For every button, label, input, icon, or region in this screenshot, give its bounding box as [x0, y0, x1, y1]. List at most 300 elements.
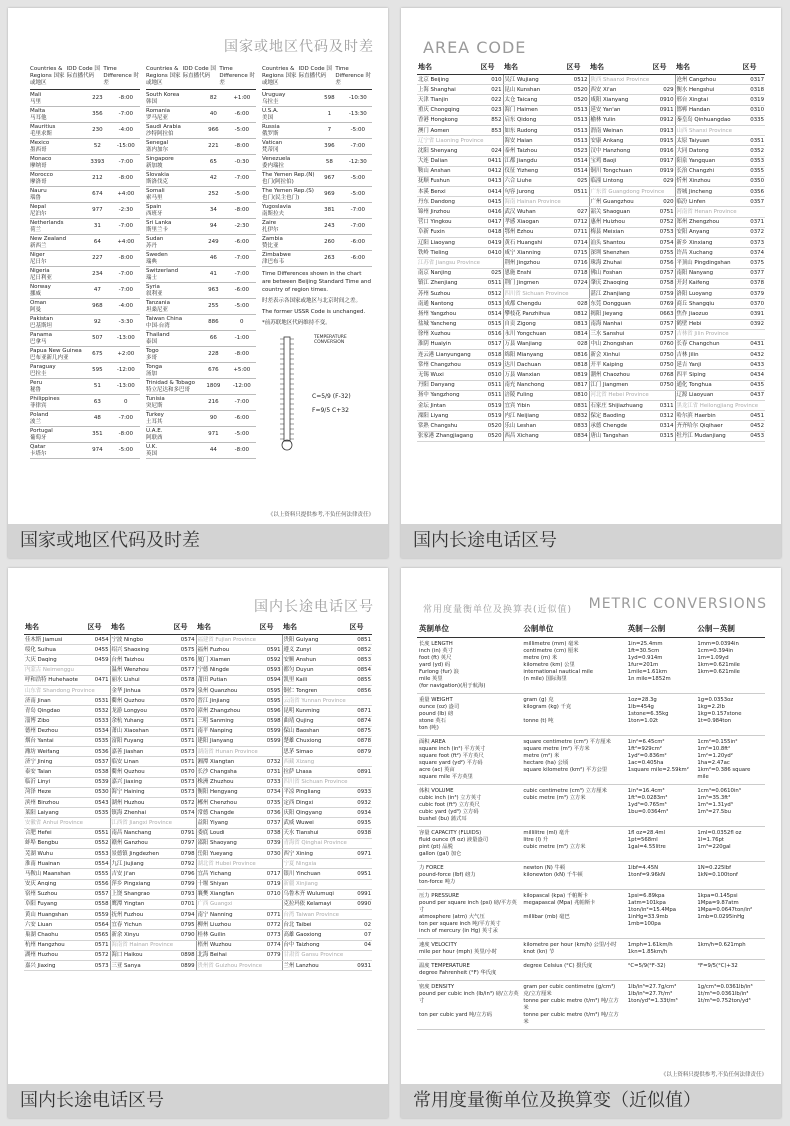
place-name: 余杭 Yuhang: [110, 716, 173, 726]
country-cn: 突尼斯: [146, 402, 163, 409]
country-en: Poland: [30, 412, 49, 418]
header-cell: 地名: [675, 60, 741, 75]
idd-row: [262, 187, 372, 203]
area-code: 0754: [652, 238, 675, 248]
area-code: 0879: [348, 747, 372, 757]
country-en: Portugal: [30, 428, 53, 434]
area-code: 0757: [652, 329, 675, 339]
area-code: 0819: [566, 370, 589, 380]
area-code: 0779: [259, 950, 282, 960]
place-name: 福建省 Fujian Province: [196, 635, 259, 645]
metric-cell: 重量 WEIGHT ounce (oz) 盎司 pound (lb) 磅 stone 英石 ton (吨): [417, 694, 521, 736]
place-name: 自贡 Zigong: [503, 319, 566, 329]
time-difference: -8:00: [118, 175, 133, 182]
place-name: 蚌埠 Bengbu: [24, 838, 87, 848]
table-row: [417, 227, 765, 237]
place-name: 承德 Chengde: [589, 421, 652, 431]
idd-row: [30, 107, 140, 123]
place-name: 太原 Taiyuan: [675, 136, 741, 146]
idd-row: [262, 235, 372, 251]
table-row: [417, 197, 765, 207]
time-difference: -7:00: [234, 271, 249, 278]
area-code: 0539: [87, 777, 110, 787]
area-code: [259, 899, 282, 909]
place-name: 泰安 Taian: [24, 767, 87, 777]
idd-code: 968: [92, 303, 103, 310]
area-code: 0555: [87, 869, 110, 879]
place-name: 四平 Siping: [675, 370, 741, 380]
area-code: 0574: [173, 808, 196, 818]
table-row: [24, 675, 372, 685]
idd-document: [30, 66, 372, 524]
area-code: 0711: [566, 227, 589, 237]
idd-row: [30, 427, 140, 443]
country-en: Senegal: [146, 140, 169, 146]
area-code: 0793: [173, 889, 196, 899]
area-code: 029: [652, 85, 675, 95]
country-name: [262, 156, 315, 169]
area-code: [566, 197, 589, 207]
country-en: Philippines: [30, 396, 60, 402]
country-name: [146, 348, 199, 361]
idd-code: 255: [208, 303, 219, 310]
area-code: 0370: [741, 299, 765, 309]
idd-row: [30, 155, 140, 171]
area-code: 0520: [566, 85, 589, 95]
country-name: [146, 412, 199, 425]
country-cn: 新西兰: [30, 242, 47, 249]
idd-code: 228: [208, 351, 219, 358]
place-name: 四川省 Sichuan Province: [282, 777, 348, 787]
country-en: Thailand: [146, 332, 170, 338]
area-code: 0663: [652, 309, 675, 319]
idd-row: [146, 315, 256, 331]
place-name: 台中 Taizhong: [282, 940, 348, 950]
country-cn: 巴拿马: [30, 338, 47, 345]
metric-cell: millimetre (mm) 毫米 centimetre (cm) 厘米 metre (m) 米 kilometre (km) 公里 international nautical mile (n mile) 国际海里: [521, 638, 625, 694]
header-cell: 公制单位: [521, 620, 625, 638]
area-code: 0934: [348, 808, 372, 818]
idd-row: [30, 187, 140, 203]
metric-cell: degree Celsius (°C) 摄氏度: [521, 960, 625, 981]
idd-code: 675: [92, 351, 103, 358]
country-en: Sudan: [146, 236, 164, 242]
idd-code: 971: [208, 431, 219, 438]
country-cn: 叙利亚: [146, 290, 163, 297]
time-difference: -6:00: [350, 239, 365, 246]
country-name: [262, 252, 315, 265]
place-name: 成都 Chengdu: [503, 299, 566, 309]
country-name: [146, 428, 199, 441]
place-name: 湖州 Huzhou: [24, 950, 87, 960]
idd-code: 47: [93, 287, 101, 294]
place-name: 大庆 Daqing: [24, 655, 87, 665]
country-en: The Yemen Rep.(S): [262, 188, 314, 194]
time-difference: -13:30: [348, 111, 367, 118]
area-code: 0335: [741, 115, 765, 125]
place-name: 常熟 Changshu: [417, 421, 480, 431]
place-name: 新疆 Xinjiang: [282, 879, 348, 889]
country-cn: 阿联酋: [146, 434, 163, 441]
country-name: [146, 300, 199, 313]
table-row: [24, 889, 372, 899]
area-code: 0413: [480, 176, 503, 186]
place-name: 贵州省 Guizhou Province: [196, 961, 259, 971]
place-name: 岳阳 Yueyang: [196, 848, 259, 858]
table-row: [417, 125, 765, 135]
place-name: 江苏省 Jiangsu Province: [417, 258, 480, 268]
place-name: 芜湖 Wuhu: [24, 848, 87, 858]
country-en: Peru: [30, 380, 43, 386]
area-code: 0736: [259, 808, 282, 818]
area-code: 0817: [566, 380, 589, 390]
idd-code: 243: [324, 223, 335, 230]
area-code: 0357: [741, 197, 765, 207]
place-name: 辽阳 Liaoyang: [417, 238, 480, 248]
place-name: 惠州 Huizhou: [589, 217, 652, 227]
time-difference: -1:00: [234, 335, 249, 342]
area-code: 0810: [566, 390, 589, 400]
note-text: *前苏联地区代码维持不变。: [262, 320, 331, 326]
area-code: 0559: [87, 910, 110, 920]
place-name: 仪征 Yizheng: [503, 166, 566, 176]
area-code: 0411: [480, 156, 503, 166]
area-code: 0451: [741, 411, 765, 421]
country-en: Zimbabwe: [262, 252, 291, 258]
country-en: Paraguay: [30, 364, 56, 370]
area-code: 0898: [173, 950, 196, 960]
table-row: [24, 859, 372, 869]
idd-code: 216: [208, 399, 219, 406]
area-code: 0416: [480, 207, 503, 217]
area-code: [87, 818, 110, 828]
table-row: [417, 299, 765, 309]
idd-code: 252: [208, 191, 219, 198]
place-name: 香港 Hongkong: [417, 115, 480, 125]
idd-code: 42: [209, 175, 217, 182]
area-code: 0513: [566, 115, 589, 125]
area-code: 0757: [652, 319, 675, 329]
area-code: 0512: [566, 75, 589, 85]
idd-header-cell: IDD Code 国际直播代码: [182, 66, 216, 79]
idd-row: [146, 251, 256, 267]
country-en: Taiwan China: [146, 316, 183, 322]
table-row: [417, 981, 765, 1030]
area-code-table: [24, 620, 372, 971]
idd-code: 249: [208, 239, 219, 246]
area-code: 0768: [652, 370, 675, 380]
idd-code: 674: [92, 191, 103, 198]
time-difference: -8:00: [118, 95, 133, 102]
table-row: [417, 431, 765, 441]
place-name: 广州 Guangzhou: [589, 197, 652, 207]
place-name: 牡丹江 Mudanjiang: [675, 431, 741, 441]
country-cn: 瑞士: [146, 274, 158, 281]
table-row: [417, 166, 765, 176]
time-difference: -7:00: [118, 223, 133, 230]
area-code: 0433: [741, 360, 765, 370]
area-code: 0790: [173, 930, 196, 940]
area-code: 0318: [741, 85, 765, 95]
area-code: 0792: [173, 859, 196, 869]
table-row: [417, 278, 765, 288]
place-name: 广西 Guangxi: [196, 899, 259, 909]
area-code: 0724: [566, 278, 589, 288]
header-cell: 英制单位: [417, 620, 521, 638]
area-code-table: [417, 60, 765, 442]
area-code: 0910: [652, 95, 675, 105]
time-difference: -8:00: [234, 143, 249, 150]
table-row: [417, 268, 765, 278]
country-en: Trinidad & Tobago: [146, 380, 196, 386]
table-row: [417, 176, 765, 186]
idd-row: [146, 235, 256, 251]
place-name: 绍兴 Shaoxing: [110, 645, 173, 655]
time-difference: -7:00: [234, 175, 249, 182]
area-code: 0816: [566, 350, 589, 360]
metric-cell: 容量 CAPACITY (FLUIDS) fluid ounce (fl oz) 液量盎司 pint (pt) 品脱 gallon (gal) 加仑: [417, 827, 521, 862]
idd-code: 34: [209, 207, 217, 214]
place-name: 武威 Wuwei: [282, 818, 348, 828]
country-name: [262, 124, 315, 137]
area-code: 0595: [259, 685, 282, 695]
time-difference: -8:00: [118, 431, 133, 438]
place-name: 连云港 Lianyungang: [417, 350, 480, 360]
area-code: [348, 879, 372, 889]
area-code: 0516: [480, 329, 503, 339]
country-name: [30, 348, 83, 361]
table-row: [417, 360, 765, 370]
area-code: 0593: [259, 665, 282, 675]
time-difference: -4:00: [118, 303, 133, 310]
area-code: 0759: [652, 288, 675, 298]
table-row: [24, 798, 372, 808]
header-cell: 公制－英制: [695, 620, 765, 638]
country-cn: 菲律宾: [30, 402, 47, 409]
idd-row: [146, 347, 256, 363]
place-name: 阳泉 Yangquan: [675, 156, 741, 166]
country-cn: 荷兰: [30, 226, 42, 233]
area-code: 0523: [566, 146, 589, 156]
place-name: 三亚 Sanya: [110, 961, 173, 971]
place-name: 宿州 Suzhou: [24, 889, 87, 899]
place-name: 咸阳 Xianyang: [589, 95, 652, 105]
area-code: 0556: [87, 879, 110, 889]
idd-row: [146, 123, 256, 139]
place-name: 宜春 Yichun: [110, 920, 173, 930]
area-code: 0571: [173, 757, 196, 767]
table-row: [417, 694, 765, 736]
place-name: 龙游 Longyou: [110, 706, 173, 716]
country-cn: 特立尼达和多巴哥: [146, 386, 191, 393]
area-code: 025: [480, 268, 503, 278]
idd-row: [146, 363, 256, 379]
idd-code: 82: [209, 95, 217, 102]
metric-cell: 1km/h=0.621mph: [695, 939, 765, 960]
area-code: 0596: [259, 706, 282, 716]
country-cn: 毛里求斯: [30, 130, 53, 137]
place-name: 延安 Yan'an: [589, 105, 652, 115]
country-en: Somali: [146, 188, 165, 194]
metric-cell: cubic centimetre (cm³) 立方厘米 cubic metre (m³) 立方米: [521, 785, 625, 827]
place-name: 衡阳 Hengyang: [196, 787, 259, 797]
place-name: 齐齐哈尔 Qiqihaer: [675, 421, 741, 431]
table-row: [417, 105, 765, 115]
place-name: 吴江 Wujiang: [503, 75, 566, 85]
idd-code: 263: [324, 255, 335, 262]
time-difference: 0: [124, 399, 128, 406]
country-name: [146, 236, 199, 249]
area-code: 025: [566, 176, 589, 186]
table-row: [24, 869, 372, 879]
table-row: [24, 777, 372, 787]
area-code: 0511: [566, 187, 589, 197]
table-row: [417, 309, 765, 319]
area-code: 022: [480, 95, 503, 105]
place-name: 石家庄 Shijiazhuang: [589, 401, 652, 411]
area-code: 0591: [259, 645, 282, 655]
table-row: [417, 411, 765, 421]
place-name: 句容 Jurong: [503, 187, 566, 197]
area-code: 0534: [87, 726, 110, 736]
place-name: 黄山 Huangshan: [24, 910, 87, 920]
table-row: [24, 645, 372, 655]
idd-header: [262, 66, 372, 90]
idd-row: [30, 139, 140, 155]
place-name: 六安 Liuan: [24, 920, 87, 930]
place-name: 哈尔滨 Haerbin: [675, 411, 741, 421]
place-name: 许昌 Xuchang: [675, 248, 741, 258]
metric-cell: 密度 DENSITY pound per cubic inch (lb/in³) 磅/立方英寸 ton per cubic yard 吨/立方码: [417, 981, 521, 1030]
caption: 国内长途电话区号: [401, 524, 781, 558]
idd-row: [30, 379, 140, 395]
place-name: 孝感 Xiaogan: [503, 217, 566, 227]
area-code: 0871: [348, 706, 372, 716]
idd-code: 90: [209, 415, 217, 422]
country-name: [30, 220, 83, 233]
country-name: [30, 412, 83, 425]
area-code: 0435: [741, 380, 765, 390]
country-en: U.K.: [146, 444, 158, 450]
country-en: Slovakia: [146, 172, 170, 178]
area-code: 0557: [87, 889, 110, 899]
place-name: 焦作 Jiaozuo: [675, 309, 741, 319]
area-code: 0431: [741, 339, 765, 349]
place-name: 东莞 Dongguan: [589, 299, 652, 309]
metric-cell: 1cm²=0.155in² 1m²=10.8ft² 1m²=1.20yd² 1ha=2.47ac 1km²=0.386 square mile: [695, 736, 765, 785]
idd-row: [262, 203, 372, 219]
country-name: [146, 396, 199, 409]
country-cn: 葡萄牙: [30, 434, 47, 441]
area-code: 0415: [480, 197, 503, 207]
place-name: 衢州 Quzhou: [110, 767, 173, 777]
panel-title-cn: 常用度量衡单位及换算表(近似值): [423, 605, 573, 615]
metric-cell: millilitre (ml) 毫升 litre (l) 升 cubic metre (m³) 立方米: [521, 827, 625, 862]
country-en: Norway: [30, 284, 51, 290]
time-difference: -7:00: [118, 415, 133, 422]
area-code: 0515: [480, 319, 503, 329]
country-cn: 巴拉圭: [30, 370, 47, 377]
table-row: [24, 899, 372, 909]
area-code: 0752: [652, 217, 675, 227]
area-code: 028: [566, 339, 589, 349]
place-name: 漳州 Zhangzhou: [196, 706, 259, 716]
metric-cell: 1N=0.225lbf 1kN=0.100tonf: [695, 862, 765, 890]
place-name: 秦皇岛 Qinhuangdao: [675, 115, 741, 125]
area-code: 0598: [259, 716, 282, 726]
idd-row: [146, 379, 256, 395]
idd-code: 41: [209, 271, 217, 278]
place-name: 重庆 Chongqing: [417, 105, 480, 115]
place-name: 杭州 Hangzhou: [24, 940, 87, 950]
country-cn: 沙特阿拉伯: [146, 130, 174, 137]
place-name: 辽源 Liaoyuan: [675, 390, 741, 400]
country-name: [262, 140, 315, 153]
country-cn: 瑙鲁: [30, 194, 42, 201]
place-name: 拉萨 Lhasa: [282, 767, 348, 777]
place-name: 绵阳 Mianyang: [503, 350, 566, 360]
area-code: 020: [652, 197, 675, 207]
country-name: [146, 444, 199, 457]
country-cn: 摩洛哥: [30, 178, 47, 185]
country-en: South Korea: [146, 92, 180, 98]
place-name: 宜宾 Yibin: [503, 401, 566, 411]
place-name: 宜昌 Yichang: [196, 869, 259, 879]
country-en: Switzerland: [146, 268, 179, 274]
country-en: Vatican: [262, 140, 283, 146]
area-code: 0414: [480, 187, 503, 197]
place-name: 广东省 Guangdong Province: [589, 187, 652, 197]
time-difference: -7:00: [234, 399, 249, 406]
area-code: 02: [348, 920, 372, 930]
place-name: 衡水 Hengshui: [675, 85, 741, 95]
area-code: 0353: [741, 156, 765, 166]
area-code: 0319: [741, 95, 765, 105]
area-code: 0314: [652, 421, 675, 431]
country-cn: 美国: [262, 114, 274, 121]
area-code: [87, 665, 110, 675]
idd-row: [146, 395, 256, 411]
area-code: 0715: [566, 248, 589, 258]
idd-row: [146, 331, 256, 347]
country-cn: 泰国: [146, 338, 158, 345]
table-row: [417, 75, 765, 85]
country-name: [30, 204, 83, 217]
area-code: 0813: [566, 319, 589, 329]
area-code: 0375: [741, 258, 765, 268]
metric-cell: newton (N) 牛顿 kilonewton (kN) 千牛顿: [521, 862, 625, 890]
idd-row: [262, 155, 372, 171]
area-code: 0701: [173, 899, 196, 909]
country-name: [30, 300, 83, 313]
place-name: 宁德 Ningde: [196, 665, 259, 675]
place-name: 平凉 Pingliang: [282, 787, 348, 797]
country-cn: 瑞典: [146, 258, 158, 265]
area-code: 0737: [259, 818, 282, 828]
country-name: [146, 172, 199, 185]
time-difference: 0: [240, 319, 244, 326]
country-cn: 扎伊尔: [262, 226, 279, 233]
country-en: Nauru: [30, 188, 47, 194]
country-cn: 斯里兰卡: [146, 226, 169, 233]
place-name: 遵义 Zunyi: [282, 645, 348, 655]
table-row: [417, 146, 765, 156]
header-cell: 区号: [652, 60, 675, 75]
area-code: 0570: [173, 696, 196, 706]
time-difference: +4:00: [117, 191, 135, 198]
idd-code: 1809: [206, 383, 221, 390]
place-name: 呼和浩特 Huhehaote: [24, 675, 87, 685]
